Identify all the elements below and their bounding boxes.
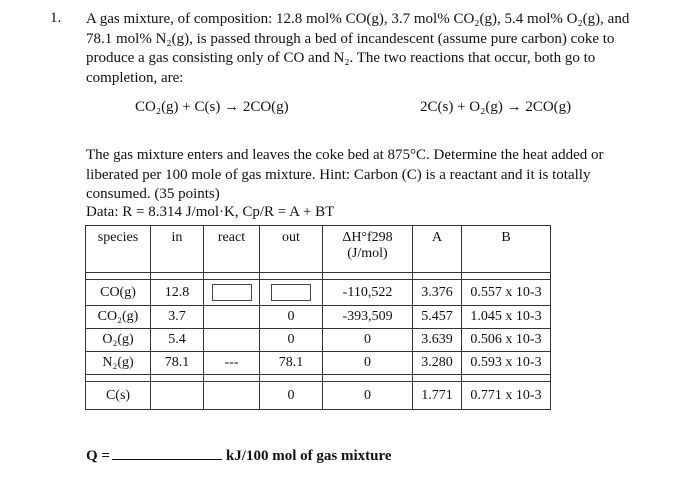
answer-box[interactable] xyxy=(212,284,252,301)
table-row xyxy=(86,382,551,410)
cell-a: 3.376 xyxy=(413,280,462,306)
cell-in xyxy=(151,382,204,410)
cell-in: 5.4 xyxy=(151,329,204,352)
header-react: react xyxy=(204,226,260,273)
cell-out: 78.1 xyxy=(260,352,323,375)
cell-react xyxy=(204,382,260,410)
table-row xyxy=(86,352,551,375)
answer-box[interactable] xyxy=(271,284,311,301)
cell-out xyxy=(260,280,323,306)
cell-a: 1.771 xyxy=(413,382,462,410)
table-header-row xyxy=(86,226,551,273)
cell-species: N₂(g) xyxy=(86,352,151,375)
header-species: species xyxy=(86,226,151,273)
cell-out: 0 xyxy=(260,382,323,410)
cell-dh: 0 xyxy=(323,382,413,410)
cell-dh: 0 xyxy=(323,329,413,352)
cell-in: 12.8 xyxy=(151,280,204,306)
cell-in: 3.7 xyxy=(151,306,204,329)
cell-a: 3.280 xyxy=(413,352,462,375)
answer-q-label: Q = xyxy=(86,448,110,464)
header-a: A xyxy=(413,226,462,273)
answer-line xyxy=(86,445,392,465)
cell-a: 5.457 xyxy=(413,306,462,329)
header-dh-symbol: ΔH°f298 xyxy=(342,230,393,245)
cell-react: --- xyxy=(204,352,260,375)
cell-react xyxy=(204,306,260,329)
cell-species: O₂(g) xyxy=(86,329,151,352)
header-b: B xyxy=(462,226,551,273)
cell-react xyxy=(204,329,260,352)
cell-species: CO₂(g) xyxy=(86,306,151,329)
cell-b: 0.593 x 10-3 xyxy=(462,352,551,375)
table-row xyxy=(86,280,551,306)
table-row xyxy=(86,329,551,352)
header-out: out xyxy=(260,226,323,273)
cell-b: 0.506 x 10-3 xyxy=(462,329,551,352)
answer-blank[interactable] xyxy=(112,445,222,460)
cell-species: CO(g) xyxy=(86,280,151,306)
reaction-2: 2C(s) + O₂(g) → 2CO(g) xyxy=(420,99,572,115)
problem-number: 1. xyxy=(50,10,62,26)
cell-react xyxy=(204,280,260,306)
table-gap-row xyxy=(86,375,551,382)
species-table xyxy=(85,225,551,410)
cell-out: 0 xyxy=(260,329,323,352)
table-gap-row xyxy=(86,273,551,280)
cell-a: 3.639 xyxy=(413,329,462,352)
cell-dh: -393,509 xyxy=(323,306,413,329)
table-row xyxy=(86,306,551,329)
cell-dh: 0 xyxy=(323,352,413,375)
cell-dh: -110,522 xyxy=(323,280,413,306)
cell-species: C(s) xyxy=(86,382,151,410)
reaction-1: CO₂(g) + C(s) → 2CO(g) xyxy=(135,99,289,115)
cell-out: 0 xyxy=(260,306,323,329)
header-dh-unit: (J/mol) xyxy=(347,246,388,261)
header-in: in xyxy=(151,226,204,273)
answer-units: kJ/100 mol of gas mixture xyxy=(225,448,392,464)
problem-paragraph-1: A gas mixture, of composition: 12.8 mol% CO(g), 3.7 mol% CO₂(g), 5.4 mol% O₂(g), and 78.1 mol% N₂(g), is passed through a bed of incandescent (assume pure carbon) coke to produce a gas consisting only of CO and N₂. The two reactions that occur, both go to completion, are: xyxy=(86,11,630,86)
problem-paragraph-2: The gas mixture enters and leaves the coke bed at 875°C. Determine the heat added or liberated per 100 mole of gas mixture. Hint: Carbon (C) is a reactant and it is totally consumed. (35 points) xyxy=(86,147,604,202)
cell-b: 1.045 x 10-3 xyxy=(462,306,551,329)
data-line: Data: R = 8.314 J/mol·K, Cp/R = A + BT xyxy=(86,204,335,220)
cell-b: 0.557 x 10-3 xyxy=(462,280,551,306)
cell-b: 0.771 x 10-3 xyxy=(462,382,551,410)
cell-in: 78.1 xyxy=(151,352,204,375)
header-dh xyxy=(323,226,413,273)
